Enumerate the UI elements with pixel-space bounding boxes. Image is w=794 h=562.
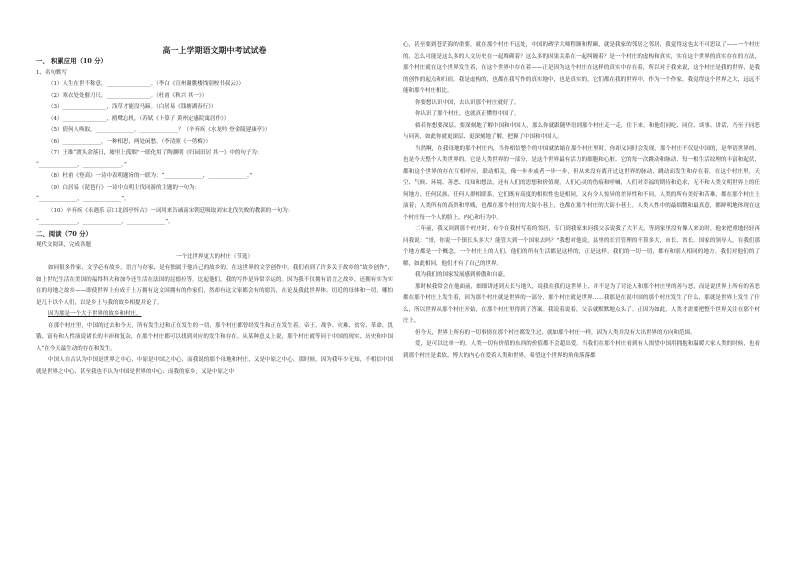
section2-heading: 二、阅读（70 分） [36, 229, 92, 238]
q-line: （8）杜甫《登高》一诗中表明题旨的一联为：“______________，______________。” [48, 173, 253, 179]
article-paragraph: 在那个村庄里，中国的过去和今天，所有发生过和正在发生的一切，那个村庄都曾经发生和正在发生着。帝王、战争、灾难、贫穷、革命、饥饿、富有和人性演说诸长的丰沛和复杂，在那个村庄都可以找到对应的发生和存在。从某种意义上说，那个村庄就等同于中国的现实、历史和中国人“在今天最生动的存在和发生。 [36, 322, 393, 352]
q-line: “______________，______________”。 [36, 196, 130, 202]
article-paragraph: 如同很多作家，文学必有故乡，语言与存家，是有独属于他自己的故乡的。在这世界的文学创作中，我们看到了许多关于故乡的“故乡创作”，如上世纪生活在美国的福得科夫和加今还生活在法国的昆德拉等。比起他们，我的写作是异常幸运的。因为我不仅拥有语言之故乡，还拥有实为实在的母地之故乡——即使世界上有成千上万拥有这文国拥有的作家们，然却有这文家都会有的愿告，在论及我此世界体，切近的母体和一切，哪怕是几十以个人们，以是乡土与我的故乡相提并论了。 [36, 265, 393, 306]
page-title: 高一上学期语文期中考试试卷 [162, 45, 267, 55]
article-paragraph: 中国人自古认为中国是世界之中心，中原是中国之中心，而我说的那个母地和村庄，又是中原之中心。那时候，因为我年少无知，不相信中国就是世界之中心，甚至我也不认为中国是世界的中心；而我的家乡，又是中原之中 [36, 357, 393, 375]
article-paragraph: 二年前，我又回到那个村庄时，有个在我村写着的邻居，专门到我家来问我父亲说我了大半天。等到家里没有像人来访时，他来把重地轻轻再问我说：“哥，你说一个镇长头多大？能管大到一个国家去吗？”我想对他说，县里的长官管理的不算多大，市长、省长、国家的领导人，在我们那个地方都是一个概念，一个村庄上的人们，他们的所有生活都是这样的，正是这样，我们的一切一切，都有和别人相同的地方。我们对他们的了解，如此相同，他们才有了自己的世界。 [403, 226, 760, 267]
q-line: （5）倩何人唤取，______________，______________？（辛弃疾《水龙吟 登金陵建康亭》） [48, 127, 271, 133]
q-line: （4）________________，鸥鹭忘机。（苏轼《卜算子 黄州定惠院寓居作》） [48, 115, 230, 122]
q-line: （10）辛弃疾《永遇乐 京口北固亭怀古》一词用来告诫南宋朝廷吸取刘宋北伐失败的教训的一句为： [48, 207, 294, 214]
article-paragraph: 我为我们的国家发展感到骄傲和自豪。 [415, 272, 509, 278]
article-paragraph: 爱，是可以比单一的。人类一切有价值的东西的价值都不会超出爱。当我们在那个村庄看到有人渴望中国用拥抱和温暖大家人类的时候，也看到那个村庄是柔软、博大的内心在爱着人类和世界，希望这个世界的角角落落都 [403, 341, 760, 359]
q-line: （2）寒衣处处催刀尺，________________。（杜甫《秋兴 其一》） [48, 92, 208, 99]
article-title: 一个比世界更大的村庄（节选） [175, 253, 253, 260]
q-line: （7）王维“渡头余落日，墟里上孤烟”一联化用了陶渊明《归园田居 其一》中的句子为： [48, 150, 263, 156]
underlined-sentence: 因为那是一个大于世界的故乡和村庄。 [48, 311, 142, 317]
article-paragraph: 但今天，世界上所有的一切事情在那个村庄都发生过，就如那个村庄一样，因为人类并没有大出世界的方向和范围。 [415, 329, 696, 336]
q-line: “______________，______________。” [36, 161, 127, 168]
q1-label: 1、名句默写 [36, 69, 67, 76]
article-paragraph: 当然啊，在我母地的那个村庄内，当你相信整个的中国就浓缩在那个村庄里时，你却又同时会发现，那个村庄不仅是中国的，是华语世界的，也是今天整个人类世界的。它是人类世界的一部分，是这个世界最有活力的细胞和心脏。它的每一次跳动和脉动，每一根生活纹理的丰富和起伏，都和这个世界的存在互相呼应，联动相关，像一步步或者一步一步，但从来没有离开过这世界的脉动，跳动而发生和存在着。在这个村庄里，天空、气候、环境、善恶、良知和想法，还有人们的思想和价值观，人们心灵的伤痕和呼喊，人们对幸福的期待和追求，无不和人类文明世界上的任何地方、任何民族、任何人群相联系，它们既有高度的相似性也是相同，又有令人惊异的差异性和不同，人类的所有美好和苦难，都在那个村庄上演着；人类所有的高贵和卑贱，也都在那个村庄的大街小巷上，也都在那个村庄的大街小巷上。人类人性中的最细微和最真意，都鲜明地体现在这个村庄每一个人的脸上、内心和行为中。 [403, 145, 760, 221]
left-column [36, 0, 393, 378]
article-paragraph: 那时候我常会在他面前，细细讲述到天长与地久，说我在我们这世界上，并不是为了讨论人和那个村庄里的善与恶，而是说世界上所有的善恶都在那个村庄上发生着，因为那个村庄就是世界的一部分，那个村庄就是世界……我那是在说中国的那个村庄发生了什么，那就是世界上发生了什么，所以世界从那个村庄开始，在那个村庄里得到了答案。我说着说着，父亲就默默地点头了。正因为如此，人类才需要把整个世界关注在那个村庄上。 [403, 283, 760, 324]
right-column [403, 0, 760, 362]
q-line: （9）白居易《琵琶行》一诗中点明主伐同游的主题的一句为： [48, 184, 201, 191]
section2-intro: 现代文阅读，完成各题 [36, 242, 92, 248]
article-paragraph: 倘若你想要深层、要深刻地了解中国和中国人，那么你就跟随华语到那个村庄走一走，住下来，和他们同吃、同住、谈事、讲话，乃至于同恶与同善，如此你就更深层、更深刻地了解，把握了中国和中国人。 [403, 122, 760, 140]
q-line: （1）人生在世不称意，________________。（李白《宣州谢朓楼饯别校书叔云》） [48, 81, 245, 87]
section1-heading: 一、 积累应用（10 分） [36, 57, 107, 65]
article-paragraph: 你认识了那个村庄，也就真正懂得中国了。 [415, 111, 520, 117]
article-paragraph: 你要想认识中国，去认识那个村庄就好了。 [415, 99, 520, 106]
q-line: “______________，______________，______________”。 [36, 219, 174, 225]
article-paragraph: 心，甚至要到苍茫海的重要，就在那个村庄不远处，中国的碑学大师程颢和程颐，就是我家的邻居之邻居，我觉得这也太不可思议了——一个村庄的，怎么可能是这么多的人文历史在一起堆砌着？这么多的因果关系在一起纠缠着？是一个村庄的虚构和真实，实在这个世界的真实存在的方法，那个村庄就在这个世界发生着，在这个世界中存在着——正是因为这个村庄在这样的真实中存在着，所以对于我来说，这个村庄是我的世界，是我的创作的起点和归宿。我是虚构的，也都在我写作的真实地中，也是真实的，它们都在我的世界中，作为一个作家，我觉得这个世界之大，远远不能和那个村庄相比。 [403, 42, 760, 94]
q-line: （3）________________，浅草才能没马蹄。（白居易《钱塘湖春行》） [48, 104, 217, 110]
q-line: （6）______________，一种相思，两处闲愁。（李清照《一剪梅》） [48, 138, 212, 145]
